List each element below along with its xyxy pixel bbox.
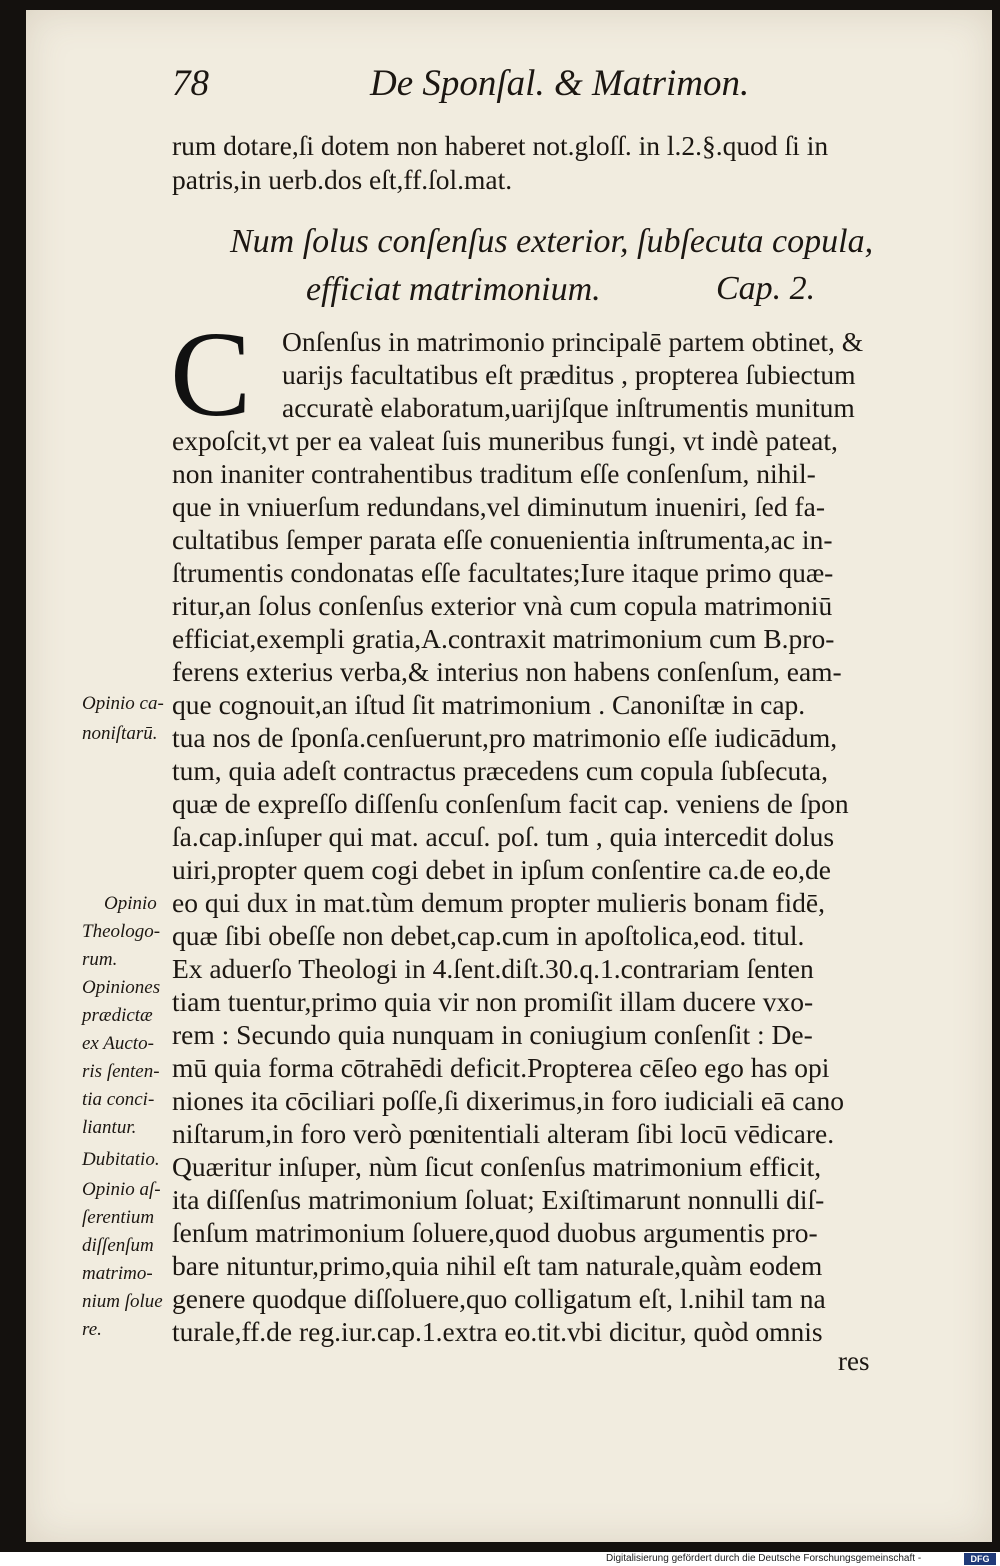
chapter-number: Cap. 2. (716, 270, 816, 307)
catchword: res (838, 1346, 870, 1376)
text-line: accuratè elaboratum,uarijſque inſtrumentis munitum (282, 392, 855, 423)
text-line: Ex aduerſo Theologi in 4.ſent.diſt.30.q.1.contrariam ſenten (172, 953, 814, 984)
page-number: 78 (172, 63, 209, 104)
text-line: uarijs facultatibus eſt præditus , propterea ſubiectum (282, 359, 856, 390)
text-line: niſtarum,in foro verò pœnitentiali alteram ſibi locū vēdicare. (172, 1118, 835, 1149)
text-line: que cognouit,an iſtud ſit matrimonium . Canoniſtæ in cap. (172, 689, 806, 720)
margin-note-line: Opiniones (82, 977, 161, 998)
text-line: expoſcit,vt per ea valeat ſuis muneribus fungi, vt indè pateat, (172, 425, 838, 456)
text-line: patris,in uerb.dos eſt,ff.ſol.mat. (172, 164, 513, 195)
text-line: ferens exterius verba,& interius non habens conſenſum, eam- (172, 656, 842, 687)
dfg-logo-icon: DFG (964, 1553, 996, 1565)
text-line: Onſenſus in matrimonio principalē partem obtinet, & (282, 326, 864, 357)
text-line: bare nituntur,primo,quia nihil eſt tam naturale,quàm eodem (172, 1250, 823, 1281)
text-line: que in vniuerſum redundans,vel diminutum inueniri, ſed fa- (172, 491, 825, 522)
text-line: uiri,propter quem cogi debet in ipſum conſentire ca.de eo,de (172, 854, 832, 885)
margin-note-line: ſerentium (82, 1207, 155, 1228)
running-title: De Sponſal. & Matrimon. (370, 63, 750, 104)
text-line: tiam tuentur,primo quia vir non promiſit illam ducere vxo- (172, 986, 814, 1017)
text-line: niones ita cōciliari poſſe,ſi dixerimus,in foro iudiciali eā cano (172, 1085, 845, 1116)
margin-note-line: prædictæ (82, 1005, 153, 1026)
text-line: ſenſum matrimonium ſoluere,quod duobus argumentis pro- (172, 1217, 818, 1248)
running-head (172, 58, 792, 118)
text-line: eo qui dux in mat.tùm demum propter mulieris bonam fidē, (172, 887, 826, 918)
margin-note-line: diſſenſum (82, 1235, 154, 1256)
margin-note-line: Theologo- (82, 921, 161, 942)
text-line: quæ ſibi obeſſe non debet,cap.cum in apoſtolica,eod. titul. (172, 920, 805, 951)
drop-cap-initial: C (170, 307, 252, 442)
text-line: ritur,an ſolus conſenſus exterior vnà cum copula matrimoniū (172, 590, 833, 621)
margin-note-line: nium ſolue (82, 1291, 163, 1312)
margin-note-line: liantur. (82, 1117, 137, 1138)
margin-note-line: matrimo- (82, 1263, 153, 1284)
text-line: tua nos de ſponſa.cenſuerunt,pro matrimonio eſſe iudicādum, (172, 722, 838, 753)
margin-note-line: tia conci- (82, 1089, 155, 1110)
text-line: rem : Secundo quia nunquam in coniugium conſenſit : De- (172, 1019, 813, 1050)
text-line: genere quodque diſſoluere,quo colligatum eſt, l.nihil tam na (172, 1283, 826, 1314)
text-line: turale,ff.de reg.iur.cap.1.extra eo.tit.vbi dicitur, quòd omnis (172, 1316, 823, 1347)
text-line: tum, quia adeſt contractus præcedens cum copula ſubſecuta, (172, 755, 828, 786)
margin-note-line: ex Aucto- (82, 1033, 154, 1054)
text-line: rum dotare,ſi dotem non haberet not.gloſſ. in l.2.§.quod ſi in (172, 130, 829, 161)
text-line: Quæritur inſuper, nùm ſicut conſenſus matrimonium efficit, (172, 1151, 822, 1182)
text-line: ſa.cap.inſuper qui mat. accuſ. poſ. tum , quia intercedit dolus (172, 821, 835, 852)
margin-note-line: re. (82, 1319, 102, 1340)
text-line: mū quia forma cōtrahēdi deficit.Propterea cēſeo ego has opi (172, 1052, 830, 1083)
margin-note-line: noniſtarū. (82, 723, 158, 744)
text-line: ſtrumentis condonatas eſſe facultates;Iure itaque primo quæ- (172, 557, 834, 588)
margin-note-line: Opinio aſ- (82, 1179, 161, 1200)
chapter-title-line-2: efficiat matrimonium. (306, 271, 601, 308)
chapter-title-line-1: Num ſolus conſenſus exterior, ſubſecuta copula, (230, 223, 874, 260)
digitization-credit: Digitalisierung gefördert durch die Deutsche Forschungsgemeinschaft - (606, 1553, 922, 1564)
margin-note-line: Opinio ca- (82, 693, 164, 714)
margin-note-line: ris ſenten- (82, 1061, 160, 1082)
text-line: quæ de expreſſo diſſenſu conſenſum facit cap. veniens de ſpon (172, 788, 849, 819)
margin-note-line: rum. (82, 949, 118, 970)
text-line: cultatibus ſemper parata eſſe conuenientia inſtrumenta,ac in- (172, 524, 833, 555)
text-line: ita diſſenſus matrimonium ſoluat; Exiſtimarunt nonnulli diſ- (172, 1184, 825, 1215)
text-line: efficiat,exempli gratia,A.contraxit matrimonium cum B.pro- (172, 623, 835, 654)
text-line: non inaniter contrahentibus traditum eſſe conſenſum, nihil- (172, 458, 816, 489)
margin-note-line: Dubitatio. (82, 1149, 160, 1170)
margin-note-line: Opinio (104, 893, 157, 914)
